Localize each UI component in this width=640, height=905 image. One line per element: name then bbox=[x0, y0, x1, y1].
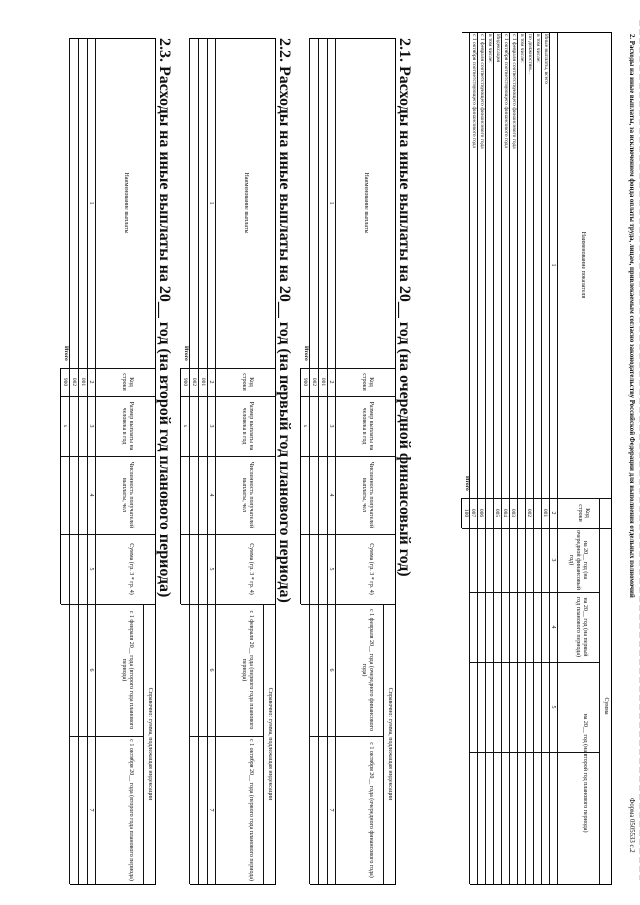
row-code: 001 bbox=[320, 377, 326, 387]
row-code: 006 bbox=[478, 508, 484, 518]
form-code: Форма 0505533 с.2 bbox=[628, 798, 635, 853]
row-code: 002 bbox=[71, 377, 77, 387]
total-label: Итого bbox=[464, 476, 470, 491]
col-line bbox=[61, 456, 156, 457]
total-code: 900 bbox=[62, 377, 68, 387]
col-line bbox=[462, 528, 612, 529]
table-top-border bbox=[611, 32, 612, 884]
col-line bbox=[470, 662, 600, 663]
column-number: 6 bbox=[88, 668, 94, 672]
subsection-title: 2.1. Расходы на иные выплаты на 20__ год (на очередной финансовый год) bbox=[396, 38, 413, 577]
subsection-title: 2.2. Расходы на иные выплаты на 20__ год (на первый год планового периода) bbox=[276, 38, 293, 603]
col-line bbox=[310, 884, 396, 885]
ref-header: Справочно: сумма, подлежащая индексации bbox=[147, 687, 153, 801]
row-line bbox=[485, 32, 486, 884]
column-number: 5 bbox=[88, 567, 94, 571]
ref-feb-header: с 1 февраля 20__ года (очередного финансового года) bbox=[361, 608, 374, 731]
ref-group-line bbox=[263, 604, 264, 884]
sum-header: Сумма bbox=[603, 697, 609, 715]
count-header: Численность получателей выплаты, чел bbox=[361, 461, 374, 529]
row-line bbox=[477, 32, 478, 884]
subsection-title: 2.3. Расходы на иные выплаты на 20__ год (на второй год планового периода) bbox=[156, 38, 173, 598]
sum-header: Сумма (гр. 3 * гр. 4) bbox=[368, 543, 374, 595]
row-code: 004 bbox=[502, 508, 508, 518]
column-number: 4 bbox=[328, 493, 334, 497]
col-line bbox=[470, 592, 600, 593]
total-code: 900 bbox=[182, 377, 188, 387]
col-line bbox=[70, 884, 156, 885]
table-top-border bbox=[155, 38, 156, 884]
row-line bbox=[318, 38, 319, 884]
ref-header: Справочно: сумма, подлежащая индексации bbox=[267, 687, 273, 801]
col-line bbox=[61, 534, 156, 535]
name-header: Наименование показателя bbox=[580, 231, 586, 299]
row-code: 002 bbox=[311, 377, 317, 387]
row-line bbox=[469, 32, 470, 884]
rate-header: Размер выплаты на человека в год bbox=[361, 401, 374, 451]
row-line bbox=[541, 32, 542, 884]
row-code: 001 bbox=[200, 377, 206, 387]
col-line bbox=[462, 32, 612, 33]
column-number: 5 bbox=[208, 567, 214, 571]
sum-group-line bbox=[599, 498, 600, 884]
sum-header: Сумма (гр. 3 * гр. 4) bbox=[128, 543, 134, 595]
row-label: в том числе: bbox=[519, 34, 525, 63]
rate-header: Размер выплаты на человека в год bbox=[121, 401, 134, 451]
column-number: 1 bbox=[88, 201, 94, 205]
column-number: 6 bbox=[208, 668, 214, 672]
total-label: Итого bbox=[63, 346, 69, 361]
ref-oct-header: с 1 октября 20__ года (первого года планового периода) bbox=[248, 738, 254, 882]
total-x-mark: x bbox=[62, 424, 68, 428]
year3-header: на 20__ год (на второй год планового периода) bbox=[582, 713, 588, 833]
column-number: 1 bbox=[328, 201, 334, 205]
column-number: 4 bbox=[550, 625, 556, 629]
column-number: 6 bbox=[328, 668, 334, 672]
name-header: Наименование выплаты bbox=[123, 172, 129, 234]
row-code: 002 bbox=[526, 508, 532, 518]
column-number: 2 bbox=[208, 380, 214, 384]
table-top-border bbox=[275, 38, 276, 884]
row-line bbox=[69, 38, 70, 884]
row-line bbox=[509, 32, 510, 884]
section-title: 2. Расходы на иные выплаты, за исключением фонда оплаты труда, лицам, привлекаемым согласно законодательству Российской Федерации для выполнения отдельных полномочий bbox=[628, 34, 635, 598]
code-header: Код строки bbox=[361, 373, 374, 391]
col-line bbox=[181, 456, 276, 457]
ref-feb-header: с 1 февраля 20__ года (второго года планового периода) bbox=[121, 610, 134, 730]
column-number: 1 bbox=[208, 201, 214, 205]
row-label: в том числе: bbox=[487, 34, 493, 63]
ref-group-line bbox=[383, 604, 384, 884]
ref-group-line bbox=[143, 604, 144, 884]
row-line bbox=[517, 32, 518, 884]
column-number: 3 bbox=[88, 424, 94, 428]
col-line bbox=[301, 534, 396, 535]
column-number: 7 bbox=[88, 808, 94, 812]
row-line bbox=[189, 38, 190, 884]
ref-oct-header: с 1 октября 20__ года (второго года планового периода) bbox=[128, 739, 134, 881]
col-line bbox=[190, 884, 276, 885]
ref-header: Справочно: сумма, подлежащая индексации bbox=[387, 687, 393, 801]
header-bottom-line bbox=[335, 38, 336, 884]
row-line bbox=[533, 32, 534, 884]
row-label: с 1 февраля соответствующего финансового года bbox=[511, 34, 517, 149]
header-bottom-line bbox=[95, 38, 96, 884]
col-line bbox=[301, 604, 396, 605]
column-number: 2 bbox=[328, 380, 334, 384]
column-number: 7 bbox=[208, 808, 214, 812]
row-label: по должностям... bbox=[527, 34, 533, 74]
total-x-mark: x bbox=[302, 424, 308, 428]
col-line bbox=[181, 534, 276, 535]
code-header: Код строки bbox=[241, 373, 254, 391]
col-line bbox=[301, 456, 396, 457]
row-label: в том числе: bbox=[535, 34, 541, 63]
column-number: 4 bbox=[88, 493, 94, 497]
row-label: Иные выплаты, всего bbox=[543, 34, 549, 84]
sum-header: Сумма (гр. 3 * гр. 4) bbox=[248, 543, 254, 595]
ref-feb-header: с 1 февраля 20__ года (первого года планового периода) bbox=[241, 610, 254, 730]
row-code: 001 bbox=[80, 377, 86, 387]
row-line bbox=[198, 38, 199, 884]
year1-header: на 20__ год (на очередной финансовый год) bbox=[568, 530, 588, 591]
column-number: 5 bbox=[328, 567, 334, 571]
row-line bbox=[525, 32, 526, 884]
column-number: 4 bbox=[208, 493, 214, 497]
col-line bbox=[181, 396, 276, 397]
col-line bbox=[190, 736, 264, 737]
code-header: Код строки bbox=[121, 373, 134, 391]
column-number: 2 bbox=[550, 511, 556, 515]
total-label: Итого bbox=[303, 346, 309, 361]
row-code: 002 bbox=[191, 377, 197, 387]
rate-header: Размер выплаты на человека в год bbox=[241, 401, 254, 451]
col-line bbox=[301, 396, 396, 397]
year2-header: на 20__ год (на первый год планового периода) bbox=[575, 597, 588, 657]
table-top-border bbox=[395, 38, 396, 884]
code-header: Код строки bbox=[577, 504, 590, 522]
col-line bbox=[310, 38, 396, 39]
name-header: Наименование выплаты bbox=[363, 172, 369, 234]
col-line bbox=[310, 736, 384, 737]
column-number: 7 bbox=[328, 808, 334, 812]
row-code: 001 bbox=[542, 508, 548, 518]
col-line bbox=[70, 38, 156, 39]
header-bottom-line bbox=[215, 38, 216, 884]
row-line bbox=[493, 32, 494, 884]
col-line bbox=[181, 604, 276, 605]
row-code: 005 bbox=[494, 508, 500, 518]
column-number: 5 bbox=[550, 705, 556, 709]
col-line bbox=[61, 396, 156, 397]
total-code: 100 bbox=[463, 508, 469, 518]
column-number: 3 bbox=[208, 424, 214, 428]
row-line bbox=[309, 38, 310, 884]
col-line bbox=[462, 498, 612, 499]
col-line bbox=[470, 884, 612, 885]
row-code: 007 bbox=[470, 508, 476, 518]
row-label: с 1 февраля соответствующего финансового года bbox=[479, 34, 485, 149]
row-line bbox=[501, 32, 502, 884]
row-label: Индексация bbox=[495, 34, 501, 63]
ref-oct-header: с 1 октября 20__ года (очередного финансового года) bbox=[368, 742, 374, 878]
count-header: Численность получателей выплаты, чел bbox=[121, 461, 134, 529]
column-number: 2 bbox=[88, 380, 94, 384]
row-line bbox=[78, 38, 79, 884]
col-line bbox=[190, 38, 276, 39]
col-line bbox=[61, 604, 156, 605]
header-bottom-line bbox=[557, 32, 558, 884]
total-x-mark: x bbox=[182, 424, 188, 428]
total-code: 900 bbox=[302, 377, 308, 387]
row-label: с 1 октября соответствующего финансового года bbox=[471, 34, 477, 148]
count-header: Численность получателей выплаты, чел bbox=[241, 461, 254, 529]
row-code: 003 bbox=[510, 508, 516, 518]
name-header: Наименование выплаты bbox=[243, 172, 249, 234]
column-number: 1 bbox=[550, 263, 556, 267]
total-label: Итого bbox=[183, 346, 189, 361]
column-number: 3 bbox=[328, 424, 334, 428]
col-line bbox=[70, 736, 144, 737]
row-label: с 1 октября соответствующего финансового года bbox=[503, 34, 509, 148]
column-number: 3 bbox=[550, 558, 556, 562]
